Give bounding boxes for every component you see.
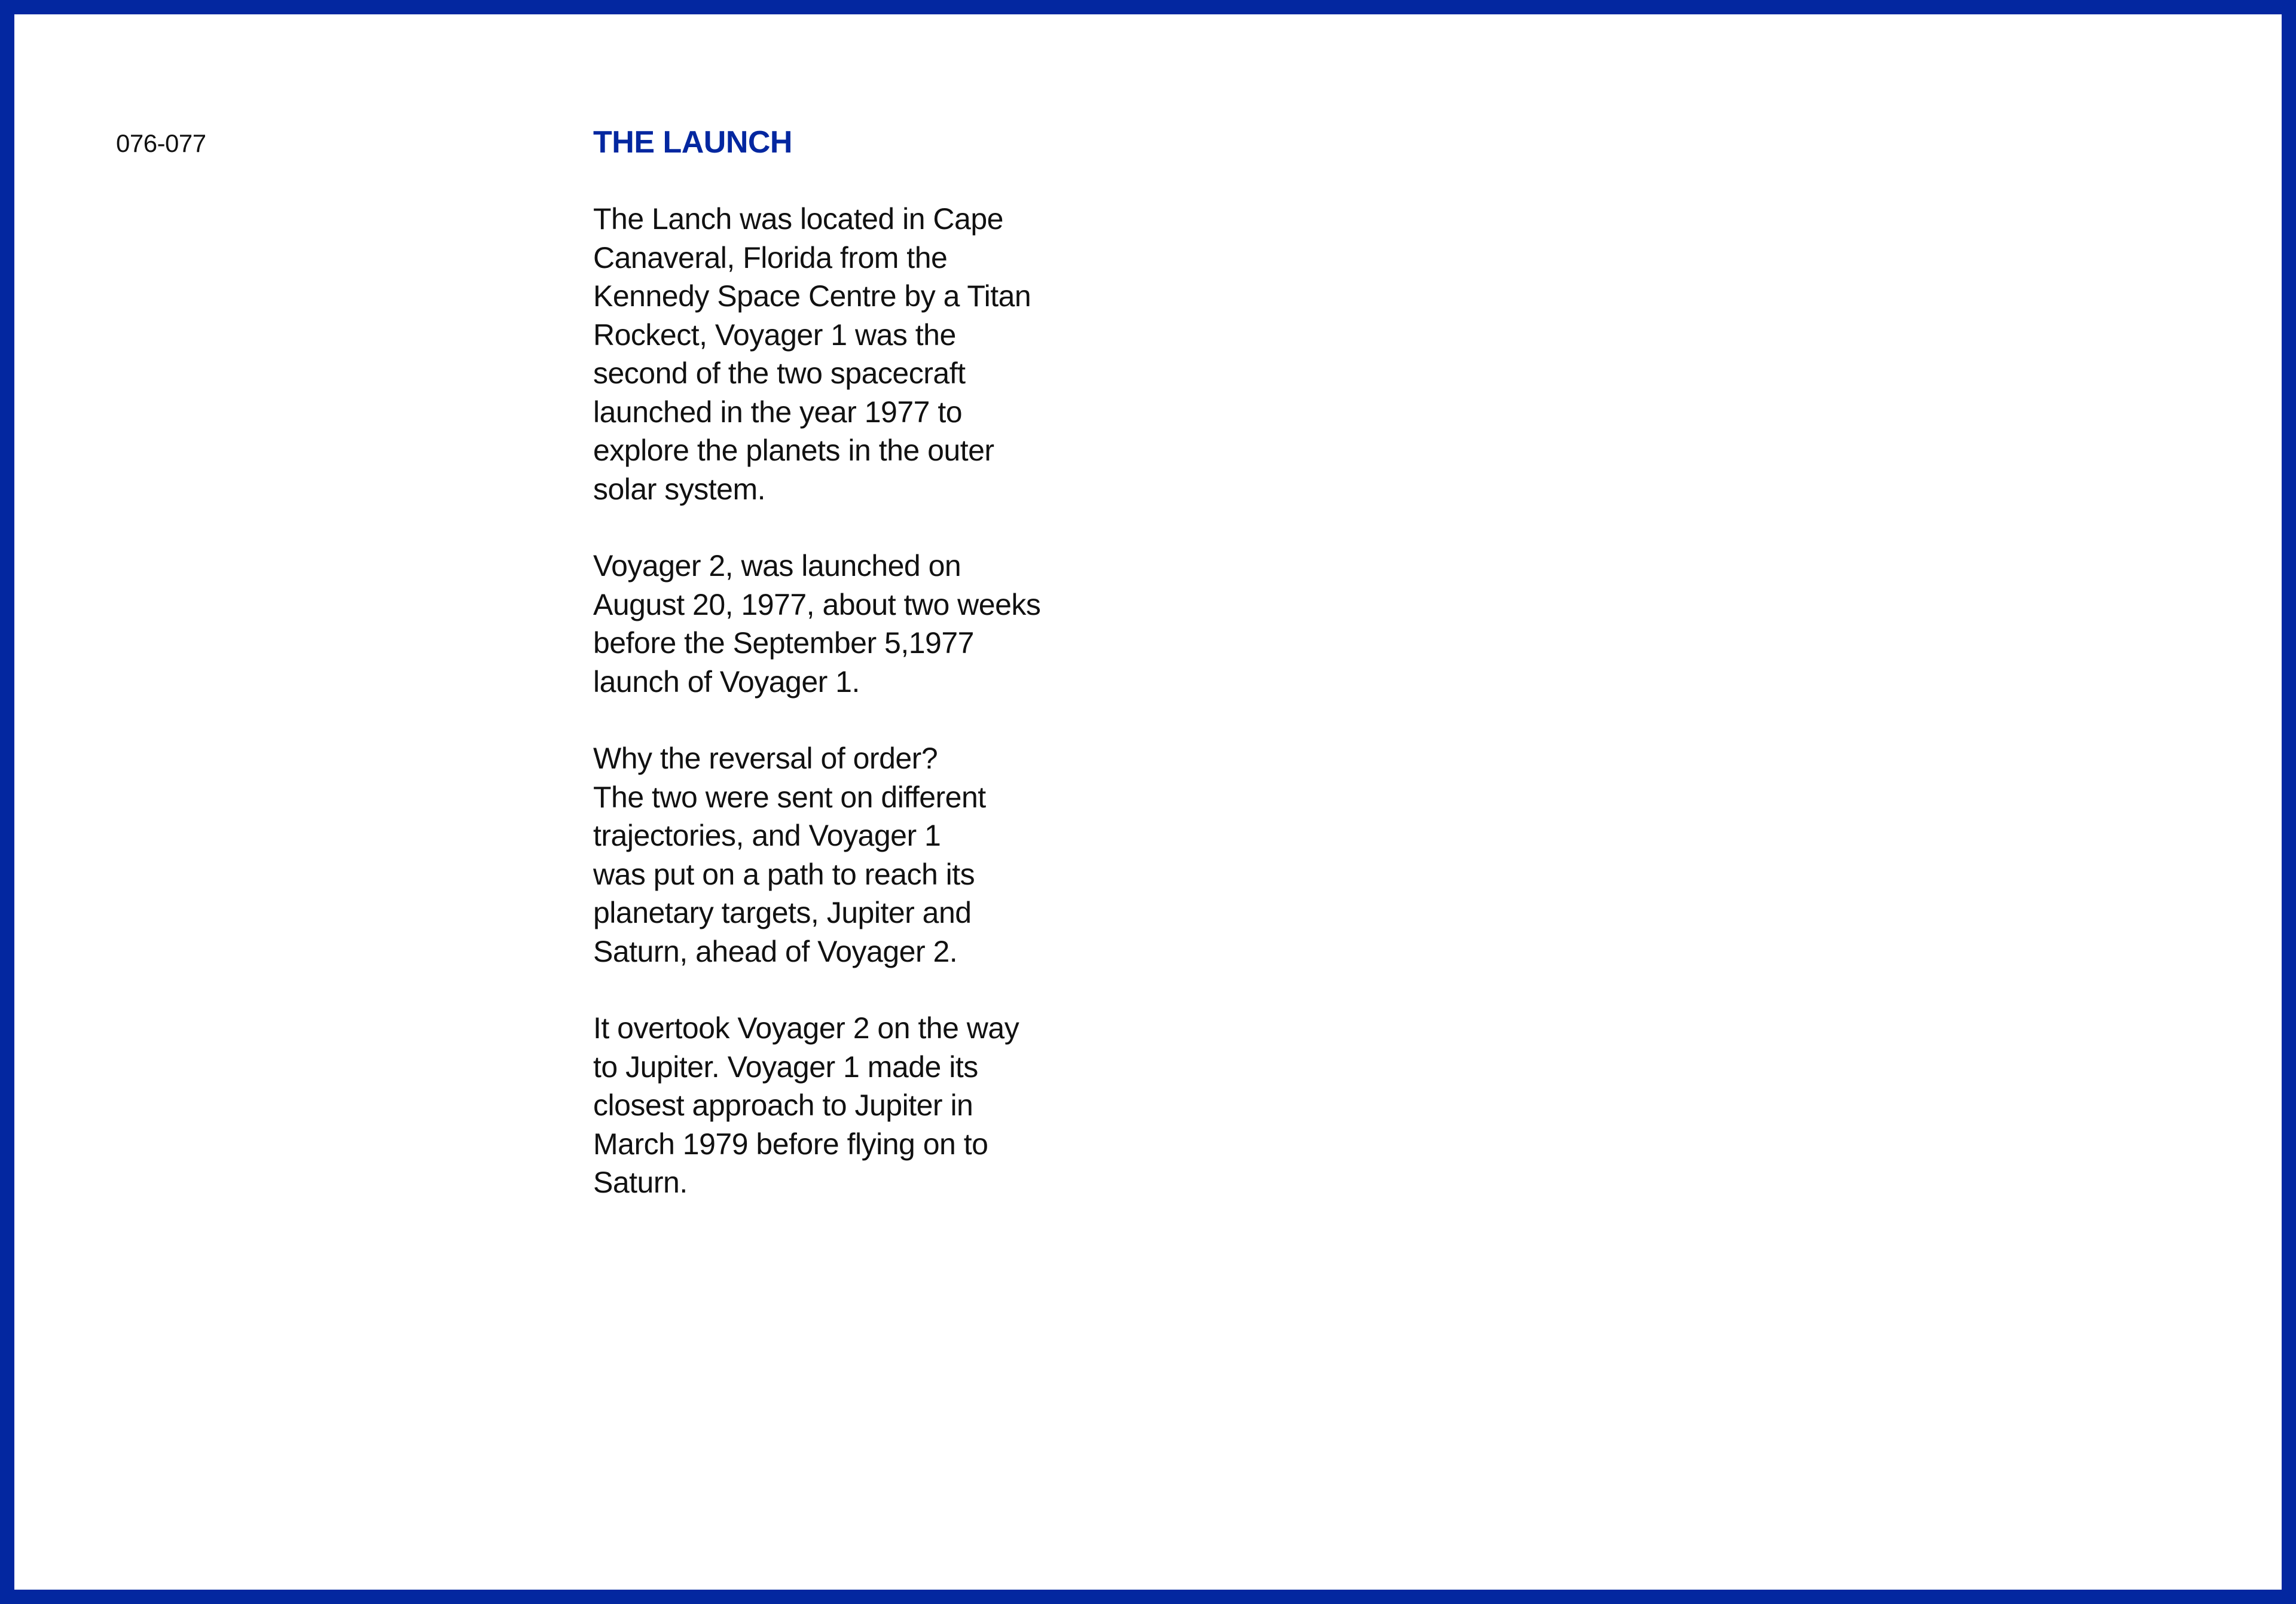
article — [593, 123, 1048, 1240]
text-line: second of the two spacecraft — [593, 356, 966, 390]
text-line: Rockect, Voyager 1 was the — [593, 318, 956, 352]
text-line: launch of Voyager 1. — [593, 664, 860, 699]
text-line: trajectories, and Voyager 1 — [593, 819, 941, 852]
text-line: Saturn, ahead of Voyager 2. — [593, 934, 958, 968]
text-line: Kennedy Space Centre by a Titan — [593, 279, 1031, 313]
text-line: solar system. — [593, 472, 766, 506]
article-title: THE LAUNCH — [593, 125, 792, 160]
page-number: 076-077 — [116, 129, 206, 157]
text-line: before the September 5,1977 — [593, 626, 974, 660]
text-line: The Lanch was located in Cape — [593, 202, 1003, 236]
text-line: March 1979 before flying on to — [593, 1127, 988, 1161]
text-line: It overtook Voyager 2 on the way — [593, 1011, 1019, 1045]
text-line: The two were sent on different — [593, 780, 986, 814]
text-line: planetary targets, Jupiter and — [593, 896, 972, 929]
paragraph-launch-site — [593, 200, 1048, 508]
paragraph-reversal-of-order — [593, 739, 1048, 971]
text-line: closest approach to Jupiter in — [593, 1088, 973, 1122]
text-line: was put on a path to reach its — [593, 857, 975, 891]
paragraph-jupiter-approach — [593, 1009, 1048, 1202]
text-line: August 20, 1977, about two weeks — [593, 587, 1041, 621]
paragraph-voyager-2-launch — [593, 547, 1048, 701]
text-line: launched in the year 1977 to — [593, 395, 963, 429]
text-line: Voyager 2, was launched on — [593, 549, 961, 583]
text-line: explore the planets in the outer — [593, 434, 994, 467]
text-line: Canaveral, Florida from the — [593, 240, 948, 275]
text-line: Why the reversal of order? — [593, 742, 938, 775]
text-line: Saturn. — [593, 1166, 688, 1199]
text-line: to Jupiter. Voyager 1 made its — [593, 1050, 978, 1084]
